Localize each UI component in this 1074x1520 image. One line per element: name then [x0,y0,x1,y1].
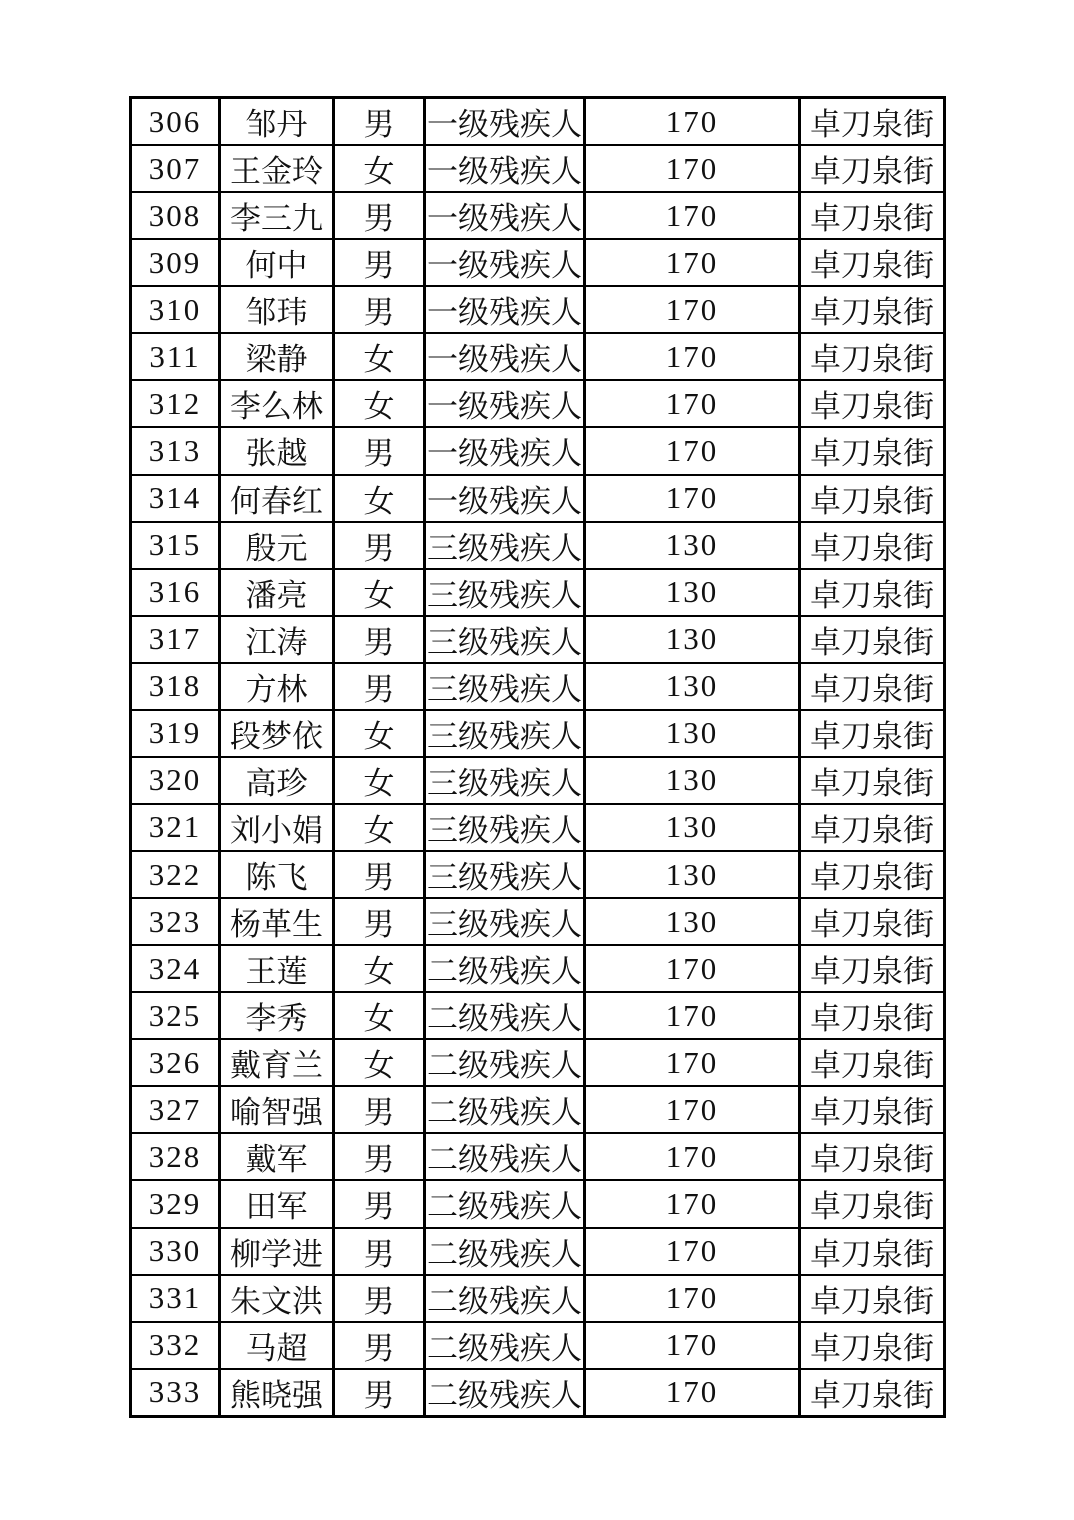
cell-gender: 男 [334,239,425,286]
cell-street: 卓刀泉街 [800,992,945,1039]
cell-street: 卓刀泉街 [800,710,945,757]
cell-street: 卓刀泉街 [800,945,945,992]
cell-category: 二级残疾人 [425,1133,585,1180]
cell-street: 卓刀泉街 [800,569,945,616]
cell-name: 马超 [220,1322,334,1369]
cell-gender: 男 [334,98,425,146]
cell-street: 卓刀泉街 [800,145,945,192]
cell-no: 332 [131,1322,220,1369]
cell-no: 307 [131,145,220,192]
cell-name: 何春红 [220,475,334,522]
cell-category: 三级残疾人 [425,522,585,569]
cell-amount: 130 [585,851,800,898]
cell-category: 三级残疾人 [425,898,585,945]
cell-category: 一级残疾人 [425,286,585,333]
cell-amount: 170 [585,98,800,146]
cell-no: 330 [131,1228,220,1275]
cell-name: 李三九 [220,192,334,239]
cell-category: 二级残疾人 [425,992,585,1039]
cell-amount: 170 [585,1275,800,1322]
cell-name: 何中 [220,239,334,286]
table-row [131,475,945,522]
cell-amount: 170 [585,1180,800,1227]
cell-name: 张越 [220,427,334,474]
cell-gender: 男 [334,1322,425,1369]
cell-street: 卓刀泉街 [800,616,945,663]
cell-category: 三级残疾人 [425,804,585,851]
table-row [131,1133,945,1180]
cell-no: 331 [131,1275,220,1322]
cell-street: 卓刀泉街 [800,898,945,945]
cell-amount: 170 [585,1322,800,1369]
cell-category: 一级残疾人 [425,427,585,474]
cell-amount: 170 [585,192,800,239]
cell-name: 潘亮 [220,569,334,616]
table-row [131,380,945,427]
cell-gender: 男 [334,192,425,239]
cell-no: 306 [131,98,220,146]
cell-no: 317 [131,616,220,663]
cell-gender: 男 [334,1086,425,1133]
cell-street: 卓刀泉街 [800,98,945,146]
cell-street: 卓刀泉街 [800,1086,945,1133]
cell-no: 322 [131,851,220,898]
cell-amount: 170 [585,992,800,1039]
cell-name: 殷元 [220,522,334,569]
cell-name: 戴军 [220,1133,334,1180]
subsidy-roster-table [129,96,946,1418]
cell-amount: 130 [585,569,800,616]
table-row [131,804,945,851]
cell-name: 陈飞 [220,851,334,898]
cell-category: 一级残疾人 [425,239,585,286]
cell-street: 卓刀泉街 [800,475,945,522]
cell-category: 一级残疾人 [425,333,585,380]
table-row [131,98,945,146]
cell-no: 329 [131,1180,220,1227]
cell-no: 311 [131,333,220,380]
cell-amount: 170 [585,1369,800,1417]
cell-category: 三级残疾人 [425,757,585,804]
table-row [131,1086,945,1133]
table-row [131,663,945,710]
cell-gender: 女 [334,333,425,380]
cell-category: 三级残疾人 [425,616,585,663]
table-row [131,1322,945,1369]
cell-gender: 女 [334,475,425,522]
cell-category: 二级残疾人 [425,1228,585,1275]
cell-category: 二级残疾人 [425,1369,585,1417]
cell-street: 卓刀泉街 [800,1228,945,1275]
cell-gender: 女 [334,569,425,616]
cell-no: 323 [131,898,220,945]
cell-amount: 170 [585,1133,800,1180]
table-row [131,192,945,239]
cell-no: 333 [131,1369,220,1417]
cell-street: 卓刀泉街 [800,333,945,380]
cell-gender: 男 [334,427,425,474]
cell-street: 卓刀泉街 [800,286,945,333]
cell-name: 高珍 [220,757,334,804]
cell-gender: 女 [334,145,425,192]
cell-amount: 170 [585,475,800,522]
cell-amount: 130 [585,804,800,851]
cell-amount: 170 [585,286,800,333]
cell-category: 二级残疾人 [425,1039,585,1086]
cell-amount: 170 [585,945,800,992]
cell-category: 一级残疾人 [425,145,585,192]
cell-street: 卓刀泉街 [800,522,945,569]
cell-gender: 男 [334,1180,425,1227]
cell-amount: 170 [585,239,800,286]
cell-no: 321 [131,804,220,851]
cell-name: 李秀 [220,992,334,1039]
cell-amount: 170 [585,1086,800,1133]
cell-gender: 女 [334,945,425,992]
cell-name: 江涛 [220,616,334,663]
cell-gender: 男 [334,286,425,333]
cell-street: 卓刀泉街 [800,380,945,427]
cell-name: 李么林 [220,380,334,427]
cell-gender: 男 [334,663,425,710]
cell-street: 卓刀泉街 [800,757,945,804]
cell-no: 318 [131,663,220,710]
cell-no: 312 [131,380,220,427]
table-row [131,333,945,380]
table-row [131,851,945,898]
cell-name: 朱文洪 [220,1275,334,1322]
cell-name: 杨革生 [220,898,334,945]
table-row [131,1369,945,1417]
cell-name: 邹玮 [220,286,334,333]
cell-amount: 170 [585,333,800,380]
cell-gender: 男 [334,1228,425,1275]
table-row [131,1180,945,1227]
cell-amount: 130 [585,898,800,945]
cell-gender: 女 [334,804,425,851]
table-row [131,945,945,992]
table-row [131,898,945,945]
cell-gender: 男 [334,522,425,569]
cell-gender: 女 [334,992,425,1039]
cell-no: 315 [131,522,220,569]
cell-category: 一级残疾人 [425,192,585,239]
cell-no: 324 [131,945,220,992]
cell-amount: 170 [585,145,800,192]
table-row [131,710,945,757]
cell-amount: 170 [585,1039,800,1086]
cell-category: 一级残疾人 [425,98,585,146]
cell-no: 327 [131,1086,220,1133]
table-row [131,522,945,569]
cell-name: 方林 [220,663,334,710]
cell-no: 308 [131,192,220,239]
cell-street: 卓刀泉街 [800,1039,945,1086]
cell-street: 卓刀泉街 [800,427,945,474]
table-row [131,1275,945,1322]
cell-gender: 女 [334,380,425,427]
cell-no: 328 [131,1133,220,1180]
table-row [131,616,945,663]
cell-gender: 男 [334,851,425,898]
cell-street: 卓刀泉街 [800,1133,945,1180]
cell-gender: 男 [334,898,425,945]
cell-amount: 170 [585,427,800,474]
cell-category: 二级残疾人 [425,1180,585,1227]
cell-no: 326 [131,1039,220,1086]
cell-gender: 男 [334,1369,425,1417]
cell-amount: 130 [585,710,800,757]
cell-category: 三级残疾人 [425,710,585,757]
cell-amount: 130 [585,757,800,804]
cell-name: 戴育兰 [220,1039,334,1086]
table-row [131,427,945,474]
cell-category: 二级残疾人 [425,1086,585,1133]
table-row [131,239,945,286]
cell-no: 314 [131,475,220,522]
cell-gender: 女 [334,757,425,804]
cell-amount: 130 [585,616,800,663]
cell-name: 邹丹 [220,98,334,146]
cell-street: 卓刀泉街 [800,1275,945,1322]
cell-name: 段梦依 [220,710,334,757]
cell-name: 王金玲 [220,145,334,192]
table-row [131,286,945,333]
cell-name: 刘小娟 [220,804,334,851]
cell-no: 313 [131,427,220,474]
cell-no: 310 [131,286,220,333]
cell-amount: 130 [585,522,800,569]
cell-name: 熊晓强 [220,1369,334,1417]
cell-name: 田军 [220,1180,334,1227]
cell-street: 卓刀泉街 [800,1180,945,1227]
cell-street: 卓刀泉街 [800,192,945,239]
cell-amount: 170 [585,1228,800,1275]
cell-street: 卓刀泉街 [800,851,945,898]
cell-no: 316 [131,569,220,616]
cell-category: 二级残疾人 [425,945,585,992]
cell-name: 喻智强 [220,1086,334,1133]
cell-name: 梁静 [220,333,334,380]
cell-gender: 女 [334,710,425,757]
cell-category: 二级残疾人 [425,1275,585,1322]
cell-category: 二级残疾人 [425,1322,585,1369]
cell-no: 309 [131,239,220,286]
table-row [131,992,945,1039]
cell-category: 一级残疾人 [425,380,585,427]
cell-street: 卓刀泉街 [800,663,945,710]
cell-name: 王莲 [220,945,334,992]
cell-gender: 女 [334,1039,425,1086]
cell-amount: 130 [585,663,800,710]
cell-street: 卓刀泉街 [800,1322,945,1369]
table-row [131,569,945,616]
cell-category: 三级残疾人 [425,569,585,616]
table-body [131,98,945,1417]
cell-street: 卓刀泉街 [800,1369,945,1417]
cell-category: 一级残疾人 [425,475,585,522]
cell-no: 319 [131,710,220,757]
cell-street: 卓刀泉街 [800,804,945,851]
cell-gender: 男 [334,616,425,663]
cell-street: 卓刀泉街 [800,239,945,286]
table-row [131,1039,945,1086]
cell-amount: 170 [585,380,800,427]
cell-category: 三级残疾人 [425,851,585,898]
table-row [131,1228,945,1275]
table-row [131,145,945,192]
cell-gender: 男 [334,1133,425,1180]
cell-no: 325 [131,992,220,1039]
cell-gender: 男 [334,1275,425,1322]
table-row [131,757,945,804]
cell-category: 三级残疾人 [425,663,585,710]
cell-name: 柳学进 [220,1228,334,1275]
cell-no: 320 [131,757,220,804]
